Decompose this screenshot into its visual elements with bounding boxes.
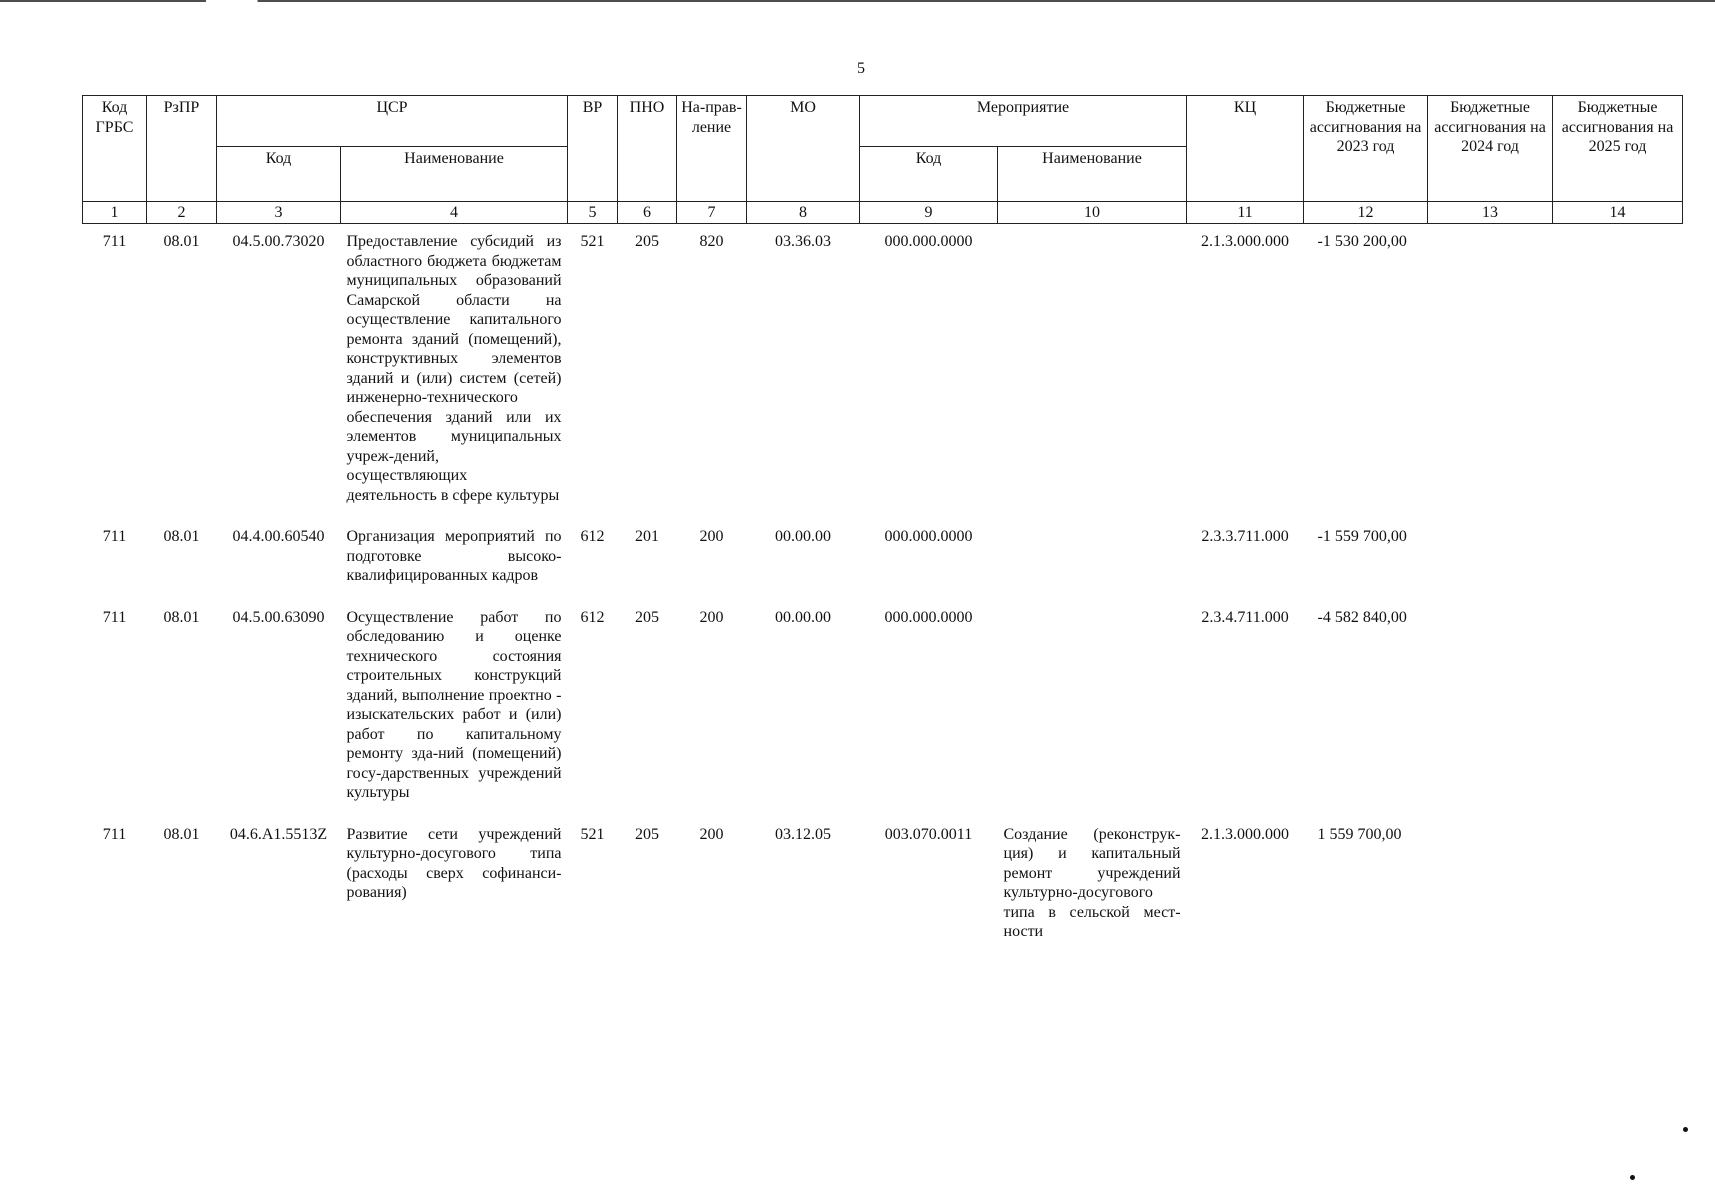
column-number: 10 [998, 202, 1187, 224]
cell-kc: 2.3.4.711.000 [1201, 608, 1289, 626]
column-number: 8 [747, 202, 860, 224]
header-budget-2025: Бюджетные ассигнования на 2025 год [1553, 96, 1683, 202]
cell-budget-2024 [1428, 600, 1553, 817]
column-number: 14 [1553, 202, 1683, 224]
cell-budget-2025 [1553, 600, 1683, 817]
cell-mer-code: 003.070.0011 [884, 825, 973, 843]
cell-budget-2023: -4 582 840,00 [1317, 608, 1407, 626]
scan-speck [1683, 1127, 1688, 1132]
cell-vr: 612 [580, 608, 605, 626]
cell-pno: 201 [635, 528, 659, 545]
cell-budget-2024 [1428, 817, 1553, 956]
cell-napravlenie: 200 [699, 528, 724, 545]
cell-rzpr: 08.01 [163, 608, 200, 626]
header-kc: КЦ [1187, 96, 1304, 202]
cell-mo: 03.36.03 [775, 233, 831, 250]
column-number: 12 [1304, 202, 1428, 224]
cell-mo: 00.00.00 [775, 608, 831, 626]
cell-mer-name [998, 600, 1187, 817]
column-number: 3 [217, 202, 341, 224]
header-mer-kod: Код [860, 147, 998, 202]
column-number: 9 [860, 202, 998, 224]
header-budget-2024: Бюджетные ассигнования на 2024 год [1428, 96, 1553, 202]
budget-table [82, 95, 1683, 956]
column-number: 2 [147, 202, 217, 224]
cell-kc: 2.1.3.000.000 [1201, 233, 1290, 250]
header-meropriyatie: Мероприятие [860, 96, 1187, 147]
table-row [83, 817, 1683, 956]
cell-kc: 2.3.3.711.000 [1201, 528, 1289, 545]
header-vr: ВР [568, 96, 618, 202]
cell-vr: 521 [580, 233, 605, 250]
table-row [83, 224, 1683, 520]
cell-mo: 00.00.00 [775, 528, 831, 545]
header-csr-name: Наименование [341, 147, 568, 202]
header-mo: МО [747, 96, 860, 202]
column-number: 13 [1428, 202, 1553, 224]
cell-csr-name: Предоставление субсидий из областного бюджета бюджетам муниципальных образований Самарской области на осуществление капитального ремонта зданий (помещений), конструктивных элементов зданий и (или) систем (сетей) инженерно-технического обеспечения зданий или их элементов муниципальных учреж-дений, осуществляющих деятельность в сфере культуры [346, 233, 562, 504]
cell-pno: 205 [635, 608, 659, 626]
cell-budget-2025 [1553, 519, 1683, 600]
header-mer-name: Наименование [998, 147, 1187, 202]
table-row [83, 600, 1683, 817]
cell-budget-2025 [1553, 817, 1683, 956]
header-rzpr: РзПР [147, 96, 217, 202]
header-kod-grbs: Код ГРБС [83, 96, 147, 202]
cell-csr-name: Организация мероприятий по подготовке высоко-квалифицированных кадров [346, 528, 562, 584]
cell-kc: 2.1.3.000.000 [1201, 825, 1290, 843]
cell-pno: 205 [635, 825, 659, 843]
scan-speck [1630, 1175, 1635, 1180]
column-number: 6 [618, 202, 677, 224]
cell-napravlenie: 200 [699, 608, 724, 626]
column-number: 7 [677, 202, 747, 224]
cell-vr: 612 [580, 528, 605, 545]
cell-rzpr: 08.01 [163, 233, 200, 250]
scan-top-edge [0, 0, 1715, 2]
cell-csr-code: 04.6.A1.5513Z [229, 825, 328, 843]
cell-budget-2023: -1 530 200,00 [1317, 233, 1407, 250]
table-row [83, 519, 1683, 600]
cell-csr-code: 04.4.00.60540 [232, 528, 325, 545]
page-number: 5 [857, 60, 865, 77]
cell-csr-name: Развитие сети учреждений культурно-досугового типа (расходы сверх софинанси-рования) [346, 825, 562, 901]
cell-mer-name [998, 519, 1187, 600]
cell-mer-name [998, 224, 1187, 520]
cell-napravlenie: 820 [699, 233, 724, 250]
cell-rzpr: 08.01 [163, 825, 200, 843]
header-napravlenie: На-прав-ление [677, 96, 747, 202]
cell-csr-code: 04.5.00.73020 [232, 233, 325, 250]
cell-budget-2023: 1 559 700,00 [1317, 825, 1402, 843]
cell-budget-2024 [1428, 224, 1553, 520]
column-number: 5 [568, 202, 618, 224]
header-csr-kod: Код [217, 147, 341, 202]
cell-mer-code: 000.000.0000 [884, 528, 973, 545]
cell-budget-2023: -1 559 700,00 [1317, 528, 1407, 545]
cell-grbs: 711 [102, 608, 127, 626]
cell-vr: 521 [580, 825, 605, 843]
header-csr: ЦСР [217, 96, 568, 147]
column-number: 1 [83, 202, 147, 224]
column-number: 11 [1187, 202, 1304, 224]
column-number: 4 [341, 202, 568, 224]
cell-mo: 03.12.05 [775, 825, 831, 843]
cell-mer-code: 000.000.0000 [884, 608, 973, 626]
cell-grbs: 711 [102, 528, 127, 545]
cell-napravlenie: 200 [699, 825, 724, 843]
cell-csr-code: 04.5.00.63090 [232, 608, 325, 626]
cell-budget-2025 [1553, 224, 1683, 520]
cell-pno: 205 [635, 233, 659, 250]
header-pno: ПНО [618, 96, 677, 202]
cell-grbs: 711 [102, 233, 127, 250]
cell-budget-2024 [1428, 519, 1553, 600]
cell-rzpr: 08.01 [163, 528, 200, 545]
cell-mer-code: 000.000.0000 [884, 233, 973, 250]
cell-grbs: 711 [102, 825, 127, 843]
header-budget-2023: Бюджетные ассигнования на 2023 год [1304, 96, 1428, 202]
cell-mer-name: Создание (реконструк-ция) и капитальный ремонт учреждений культурно-досугового типа в сельской мест-ности [1003, 825, 1181, 940]
cell-csr-name: Осуществление работ по обследованию и оценке технического состояния строительных конструкций зданий, выполнение проектно - изыскательских работ и (или) работ по капитальному ремонту зда-ний (помещений) госу-дарственных учреждений культуры [346, 608, 562, 801]
